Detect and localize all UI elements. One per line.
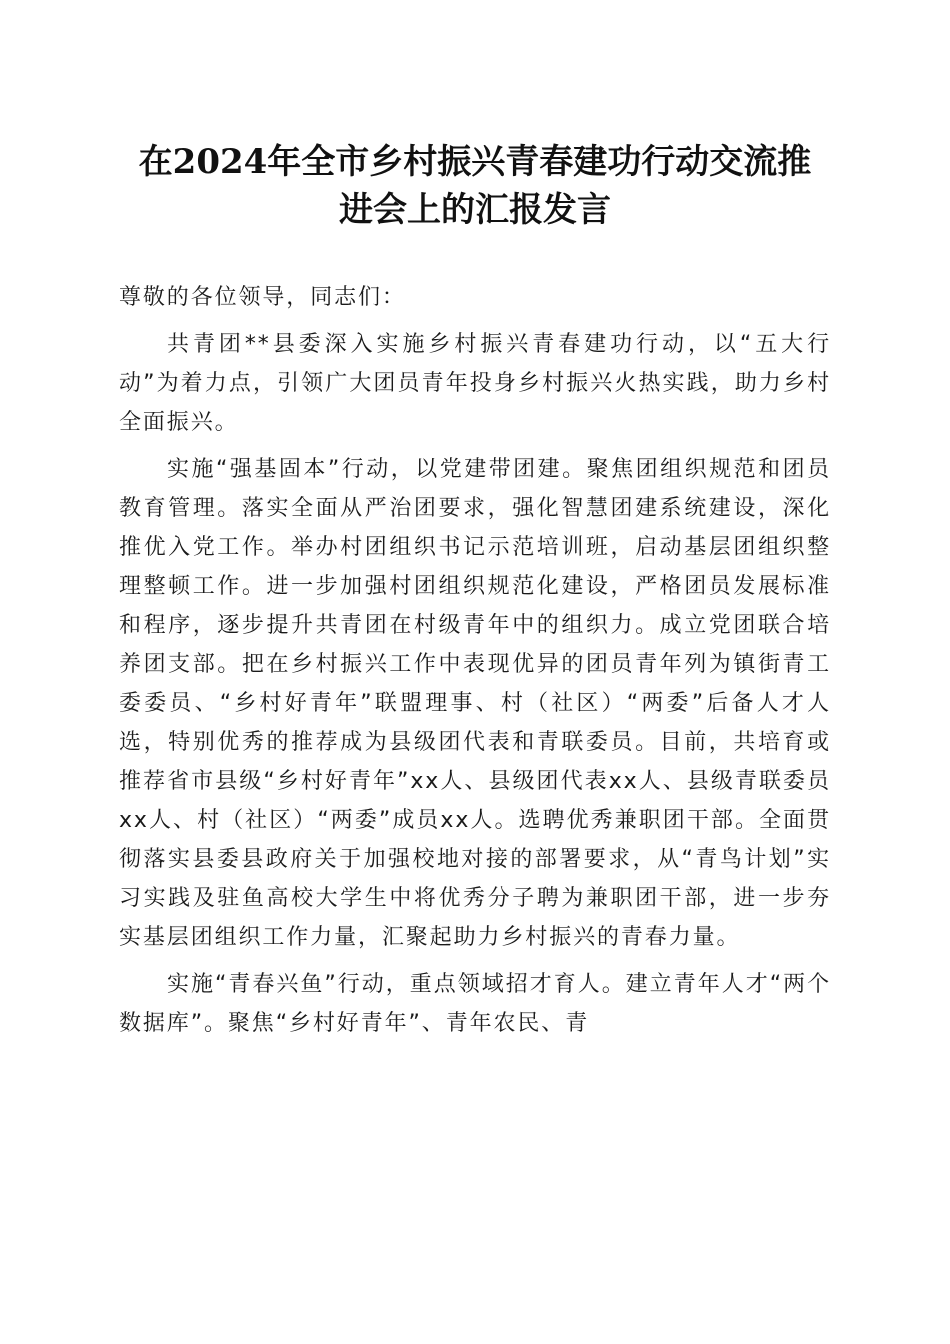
paragraph-strengthen-foundation: 实施“强基固本”行动，以党建带团建。聚焦团组织规范和团员教育管理。落实全面从严治团要求，强化智慧团建系统建设，深化推优入党工作。举办村团组织书记示范培训班，启动基层团组织整理整顿工作。进一步加强村团组织规范化建设，严格团员发展标准和程序，逐步提升共青团在村级青年中的组织力。成立党团联合培养团支部。把在乡村振兴工作中表现优异的团员青年列为镇街青工委委员、“乡村好青年”联盟理事、村（社区）“两委”后备人才人选，特别优秀的推荐成为县级团代表和青联委员。目前，共培育或推荐省市县级“乡村好青年”xx人、县级团代表xx人、县级青联委员xx人、村（社区）“两委”成员xx人。选聘优秀兼职团干部。全面贯彻落实县委县政府关于加强校地对接的部署要求，从“青鸟计划”实习实践及驻鱼高校大学生中将优秀分子聘为兼职团干部，进一步夯实基层团组织工作力量，汇聚起助力乡村振兴的青春力量。: [119, 457, 831, 950]
title-line-2: 进会上的汇报发言: [339, 190, 611, 230]
salutation: 尊敬的各位领导，同志们：: [119, 285, 406, 310]
title-line-1: 在2024年全市乡村振兴青春建功行动交流推: [138, 142, 812, 182]
paragraph-youth-revitalize: 实施“青春兴鱼”行动，重点领域招才育人。建立青年人才“两个数据库”。聚焦“乡村好青年”、青年农民、青: [119, 972, 831, 1036]
paragraph-intro: 共青团**县委深入实施乡村振兴青春建功行动，以“五大行动”为着力点，引领广大团员青年投身乡村振兴火热实践，助力乡村全面振兴。: [119, 332, 831, 435]
document-body: [119, 278, 831, 1051]
document-title: [100, 138, 850, 234]
